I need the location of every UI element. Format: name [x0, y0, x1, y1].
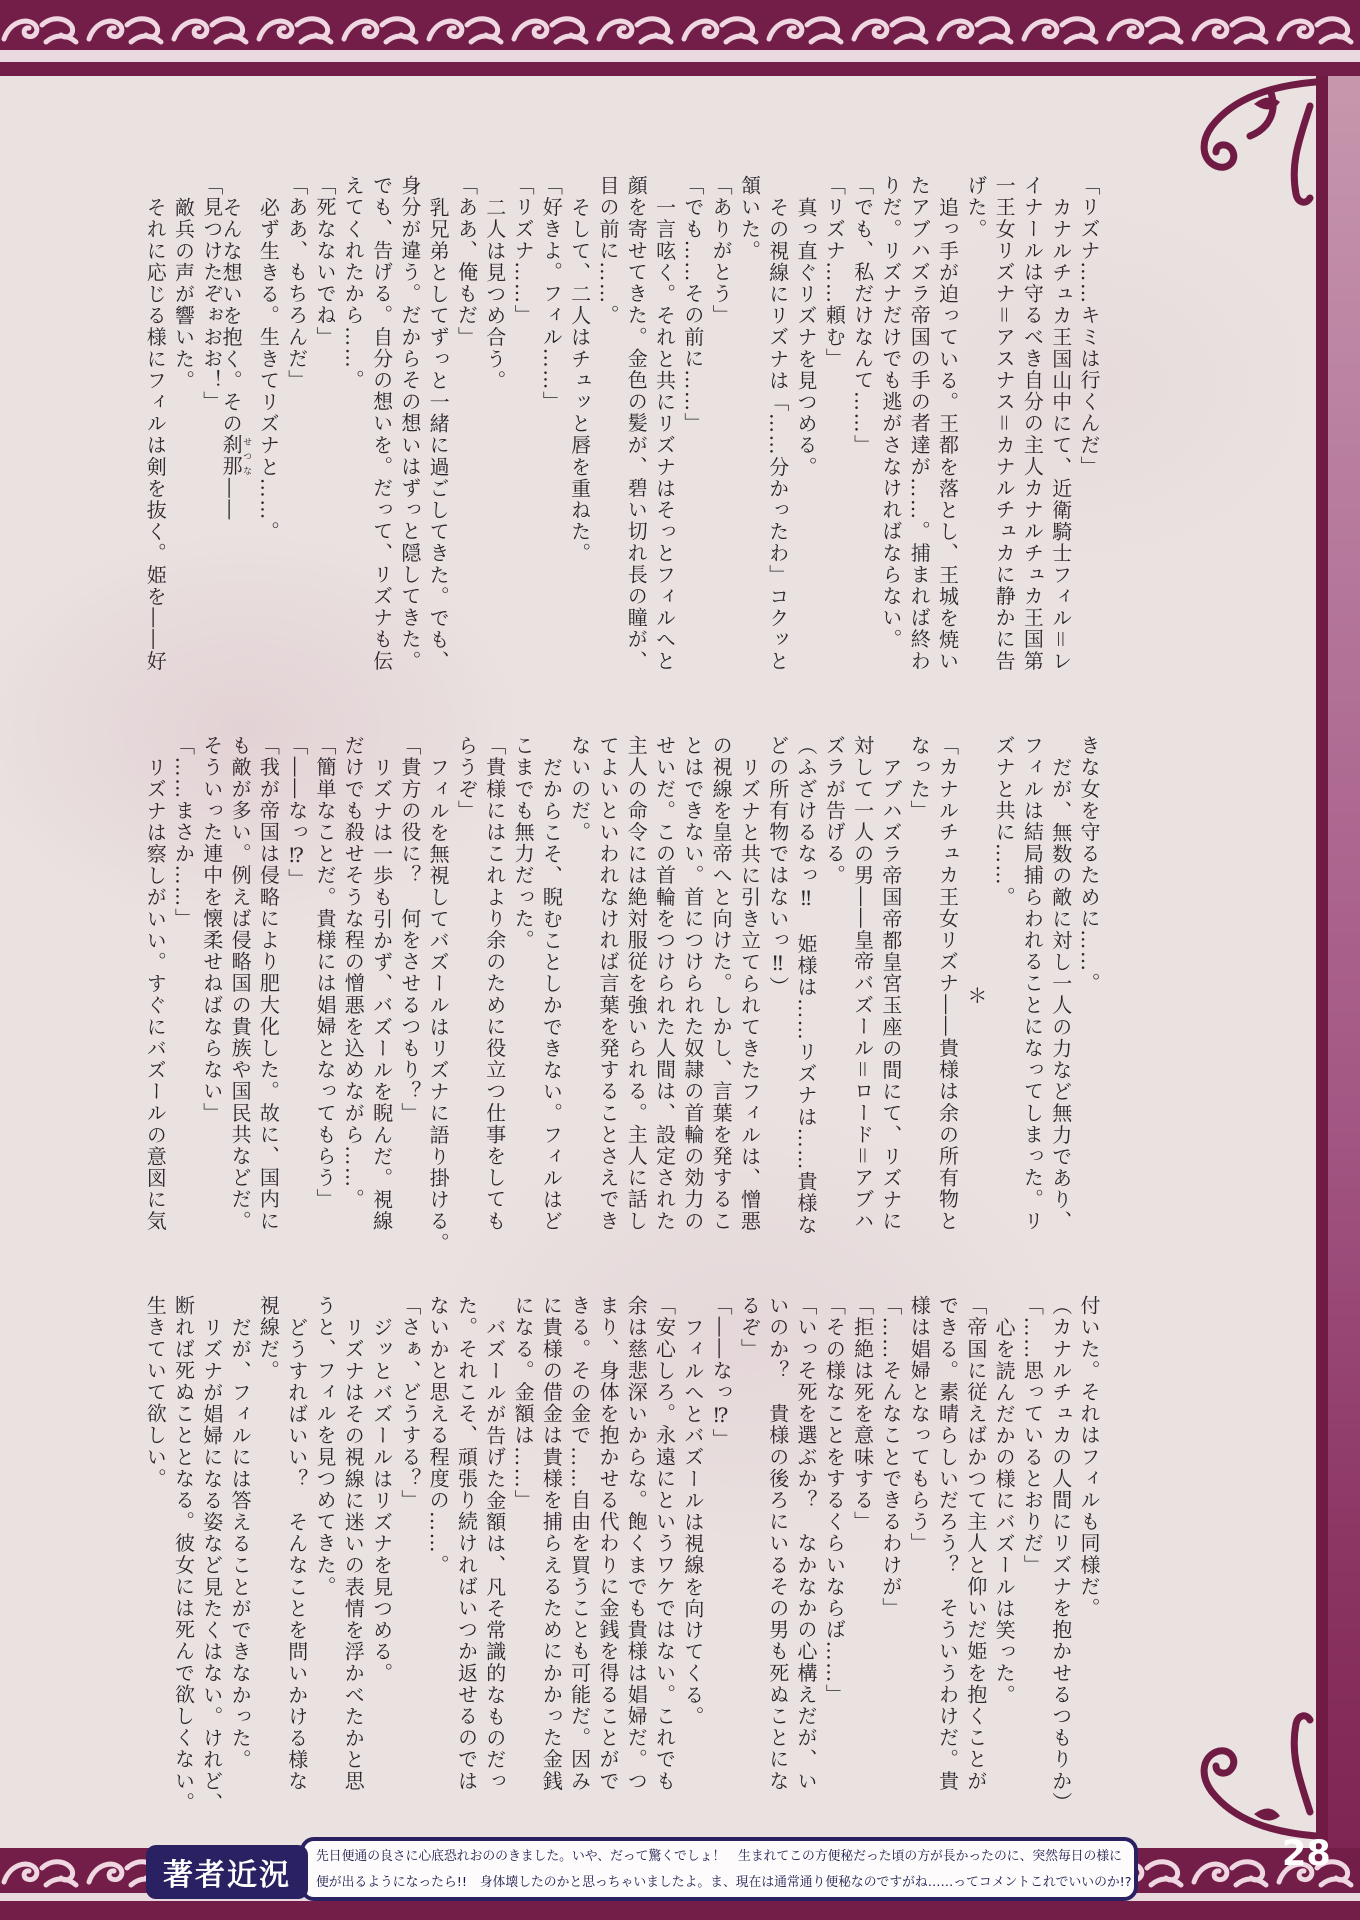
text-column: フィルへとバズールは視線を向けてくる。: [680, 1316, 705, 1727]
text-column: だが、フィルには答えることができなかった。: [228, 1316, 253, 1771]
text-column: 断れば死ぬこととなる。彼女には死んで欲しくない。: [171, 1295, 196, 1814]
text-column: リズナは察しがいい。すぐにバズールの意図に気: [143, 756, 168, 1232]
text-column: 視線だ。: [256, 1295, 281, 1382]
text-column: 「ああ、俺もだ」: [454, 175, 479, 348]
text-column: 「リズナ……頼む」: [822, 175, 847, 370]
text-column: 追っ手が迫っている。王都を落とし、王城を焼い: [935, 196, 960, 672]
author-news-box: [300, 1837, 1138, 1901]
text-column: るぞ」: [737, 1295, 762, 1360]
top-border-light-strip: [0, 50, 1360, 62]
text-column: た。それこそ、頑張り続ければいつか返せるのでは: [454, 1295, 479, 1792]
text-column: 二人は見つめ合う。: [482, 196, 507, 391]
text-column: に貴様の借金は貴様を捕らえるためにかかった金銭: [539, 1295, 564, 1792]
text-column: 「その様なことをするくらいならば……」: [822, 1295, 847, 1706]
top-border-solid-2: [0, 62, 1360, 76]
text-column: 「――なっ⁉」: [284, 735, 309, 891]
text-column: 生きていて欲しい。: [143, 1295, 168, 1490]
text-column: なった」: [907, 735, 932, 822]
text-band-3: [138, 1295, 1100, 1817]
scroll-ornament-row: [0, 12, 1360, 50]
text-column: 乳兄弟としてずっと一緒に過ごしてきた。でも、: [426, 196, 451, 672]
text-column: その視線にリズナは「……分かったわ」コクッと: [765, 196, 790, 672]
text-column: うと、フィルを見つめてきた。: [312, 1295, 337, 1598]
text-column: 「貴方の役に？ 何をさせるつもり？」: [397, 735, 422, 1124]
author-news-label: 著者近況: [146, 1845, 308, 1899]
text-column: どの所有物ではないっ‼）: [765, 735, 790, 999]
text-column: 心を読んだかの様にバズールは笑った。: [992, 1316, 1017, 1706]
text-column: りだ。リズナだけでも逃がさなければならない。: [878, 175, 903, 651]
text-column: 「我が帝国は侵略により肥大化した。故に、国内に: [256, 735, 281, 1232]
text-column: 対して一人の男――皇帝バズール＝ロード＝アブハ: [850, 735, 875, 1232]
text-column: とはできない。首につけられた奴隷の首輪の効力の: [680, 735, 705, 1232]
text-column: 様は娼婦となってもらう」: [907, 1295, 932, 1555]
top-border-ornament: [0, 12, 1360, 50]
page-gutter-shadow: [1316, 76, 1360, 1848]
text-column: 付いた。それはフィルも同様だ。: [1077, 1295, 1101, 1619]
text-column: も敵が多い。例えば侵略国の貴族や国民共などだ。: [228, 735, 253, 1232]
bottom-border-solid: [0, 1901, 1360, 1920]
text-column: 主人の命令には絶対服従を強いられる。主人に話し: [624, 735, 649, 1232]
text-column: 余は慈悲深いからな。飽くまでも貴様は娼婦だ。つ: [624, 1295, 649, 1792]
text-column: それに応じる様にフィルは剣を抜く。姫を――好: [143, 196, 168, 672]
text-column: 一王女リズナ＝アスナス＝カナルチュカに静かに告: [992, 175, 1017, 672]
text-column: （ふざけるなっ‼ 姫様は……リズナは……貴様な: [794, 735, 819, 1236]
text-column: フィルは結局捕らわれることになってしまった。リ: [1020, 735, 1045, 1232]
text-column: だが、無数の敵に対し一人の力など無力であり、: [1048, 756, 1073, 1232]
text-column: 「死なないでね」: [312, 175, 337, 348]
text-column: ジッとバズールはリズナを見つめる。: [369, 1316, 394, 1684]
text-column: てよいといわれなければ言葉を発することさえでき: [595, 735, 620, 1232]
text-column: げた。: [963, 175, 988, 240]
text-column: 顔を寄せてきた。金色の髪が、碧い切れ長の瞳が、: [624, 175, 649, 672]
text-column: ないかと思える程度の……。: [426, 1295, 451, 1576]
text-column: らうぞ」: [454, 735, 479, 822]
text-column: リズナが娼婦になる姿など見たくはない。けれど、: [199, 1316, 224, 1814]
text-column: こまでも無力だった。: [511, 735, 536, 951]
text-column: きる。その金で……自由を買うことも可能だ。因み: [567, 1295, 592, 1792]
text-column: 「リズナ……キミは行くんだ」: [1077, 175, 1101, 478]
text-column: できる。素晴らしいだろう？ そういうわけだ。貴: [935, 1295, 960, 1792]
text-column: 必ず生きる。生きてリズナと……。: [256, 196, 281, 543]
text-column: の視線を皇帝へと向けた。しかし、言葉を発するこ: [709, 735, 734, 1232]
text-column: 「さぁ、どうする？」: [397, 1295, 422, 1511]
text-column: そういった連中を懐柔せねばならない」: [199, 735, 224, 1124]
text-column: 頷いた。: [737, 175, 762, 262]
page-number: 28: [1282, 1834, 1331, 1874]
text-column: になる。金額は……」: [511, 1295, 536, 1511]
text-column: そして、二人はチュッと唇を重ねた。: [567, 196, 592, 564]
author-news-line1: 先日便通の良さに心底恐れおののきました。いや、だって驚くでしょ！ 生まれてこの方便秘だった頃の方が長かったのに、突然毎日の様に: [316, 1849, 1122, 1864]
text-column: そんな想いを抱く。その刹那せつな――: [219, 196, 252, 521]
text-column: 「簡単なことだ。貴様には娼婦となってもらう」: [312, 735, 337, 1211]
text-column: 一言呟く。それと共にリズナはそっとフィルへと: [652, 196, 677, 672]
text-column: 「見つけたぞぉおお！」: [199, 175, 224, 413]
text-column: カナルチュカ王国山中にて、近衛騎士フィル＝レ: [1048, 196, 1073, 672]
text-column: えてくれたから……。: [341, 175, 366, 391]
text-column: リズナと共に引き立てられてきたフィルは、憎悪: [737, 756, 762, 1232]
text-column: 目の前に……。: [595, 175, 620, 327]
ruby-annotation: 刹那せつな: [219, 434, 252, 478]
text-column: 「ああ、もちろんだ」: [284, 175, 309, 391]
text-column: だからこそ、睨むことしかできない。フィルはど: [539, 756, 564, 1232]
text-column: 「いっそ死を選ぶか？ なかなかの心構えだが、い: [794, 1295, 819, 1792]
author-news-line2: 便が出るようになったら!! 身体壊したのかと思っちゃいましたよ。ま、現在は通常通り便秘なのですがね……ってコメントこれでいいのか!?: [316, 1875, 1132, 1890]
text-column: 敵兵の声が響いた。: [171, 196, 196, 391]
text-band-2: [138, 735, 1100, 1257]
text-column: リズナはその視線に迷いの表情を浮かべたかと思: [341, 1316, 366, 1792]
text-column: でも、告げる。自分の想いを。だって、リズナも伝: [369, 175, 394, 672]
text-column: 「安心しろ。永遠にというワケではない。これでも: [652, 1295, 677, 1792]
corner-flourish-top-right: [1150, 76, 1316, 206]
text-column: 「……まさか……」: [171, 735, 196, 930]
corner-flourish-bottom-right: [1150, 1692, 1316, 1842]
text-column: 「拒絶は死を意味する」: [850, 1295, 875, 1533]
text-column: （カナルチュカの人間にリズナを抱かせるつもりか）: [1048, 1295, 1073, 1814]
text-column: 「でも、私だけなんて……」: [850, 175, 875, 456]
text-column: フィルを無視してバズールはリズナに語り掛ける。: [426, 756, 451, 1254]
text-column: せいだ。この首輪をつけられた人間は、設定された: [652, 735, 677, 1232]
text-column: 身分が違う。だからその想いはずっと隠してきた。: [397, 175, 422, 672]
text-column: 「好きよ。フィル……」: [539, 175, 564, 413]
text-column: きな女を守るために……。: [1077, 735, 1101, 995]
text-column: まり、身体を抱かせる代わりに金銭を得ることがで: [595, 1295, 620, 1792]
text-column: ＊: [963, 985, 988, 1007]
text-column: 真っ直ぐリズナを見つめる。: [794, 196, 819, 478]
text-column: 「貴様にはこれより余のために役立つ仕事をしても: [482, 735, 507, 1232]
text-column: たアブハズラ帝国の手の者達が……。捕まれば終わ: [907, 175, 932, 672]
text-column: イナールは守るべき自分の主人カナルチュカ王国第: [1020, 175, 1045, 672]
text-column: 「カナルチュカ王女リズナ――貴様は余の所有物と: [935, 735, 960, 1232]
text-column: ないのだ。: [567, 735, 592, 843]
text-column: バズールが告げた金額は、凡そ常識的なものだっ: [482, 1316, 507, 1792]
text-band-1: [138, 175, 1100, 697]
text-column: 「……そんなことできるわけが」: [878, 1295, 903, 1619]
text-column: 「リズナ……」: [511, 175, 536, 327]
text-column: 「……思っているとおりだ」: [1020, 1295, 1045, 1576]
text-column: ズナと共に……。: [992, 735, 1017, 908]
text-column: いのか？ 貴様の後ろにいるその男も死ぬことにな: [765, 1295, 790, 1792]
text-column: 「ありがとう」: [709, 175, 734, 327]
text-column: 「帝国に従えばかつて主人と仰いだ姫を抱くことが: [963, 1295, 988, 1792]
text-column: 「――なっ⁉」: [709, 1295, 734, 1451]
text-column: リズナは一歩も引かず、バズールを睨んだ。視線: [369, 756, 394, 1232]
text-column: だけでも殺せそうな程の憎悪を込めながら……。: [341, 735, 366, 1211]
text-column: アブハズラ帝国帝都皇宮玉座の間にて、リズナに: [878, 756, 903, 1232]
top-border-solid: [0, 0, 1360, 12]
text-column: 「でも……その前に……」: [680, 175, 705, 435]
text-column: ズラが告げる。: [822, 735, 847, 887]
text-column: どうすればいい？ そんなことを問いかける様な: [284, 1316, 309, 1792]
